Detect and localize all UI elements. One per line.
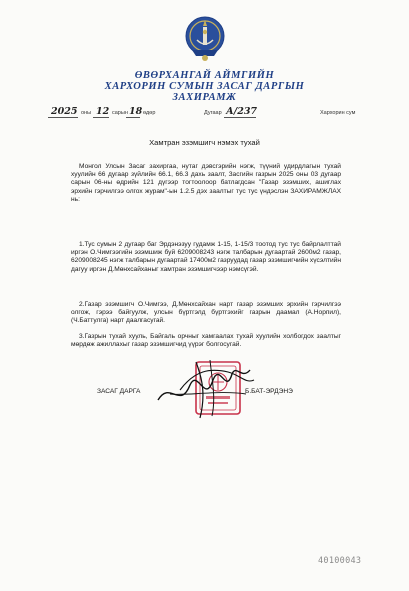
- document-title: Хамтран эзэмшигч нэмэх тухай: [149, 138, 260, 147]
- intro-text: Монгол Улсын Засаг захиргаа, нутаг дэвсгэрийн нэгж, түүний удирдлагын тухай хуулийн 66 дугаар зүйлийн 66.1, 66.3 дахь заалт, Засгийн газрын 2025 оны 03 дугаар сарын 06-ны өдрийн 121 дүгээр тогтоолоор батлагдсан "Газар эзэмших, ашиглах эрхийн гэрчилгээ олгох журам"-ын 1.2.5 дэх заалтыг тус тус үндэслэн ЗАХИРАМЖЛАХ нь:: [71, 163, 341, 203]
- document-stamp-number: 40100043: [318, 556, 362, 566]
- day-underline: [126, 117, 140, 118]
- number-underline: [224, 117, 256, 118]
- org-name-line-2: ХАРХОРИН СУМЫН ЗАСАГ ДАРГЫН: [104, 81, 305, 92]
- year-value: 2025: [51, 106, 78, 117]
- month-value: 12: [96, 106, 110, 117]
- state-emblem: [184, 12, 226, 64]
- item-2-text: 2.Газар эзэмшигч О.Чимгээ, Д.Мөнхсайхан нарт газар эзэмших эрхийн гэрчилгээ олгож, гэрээ байгуулж, улсын бүртгэлд бүртгэхийг газрын даамал (А.Норпил), (Ч.Баттулга) нарт даалгасугай.: [71, 301, 341, 325]
- place-label: Хархорин сум: [320, 110, 356, 116]
- intro-paragraph: [71, 163, 341, 204]
- signatory-title: ЗАСАГ ДАРГА: [97, 388, 141, 395]
- item-2: [71, 301, 341, 326]
- year-underline: [48, 117, 78, 118]
- item-3-text: 3.Газрын тухай хууль, Байгаль орчныг хамгаалах тухай хуулийн холбогдох заалтыг мөрдөж ажиллахыг газар эзэмшигчид үүрэг болгосугай.: [71, 333, 341, 349]
- day-label: өдөр: [143, 110, 156, 116]
- item-3: [71, 333, 341, 349]
- month-label: сарын: [112, 110, 128, 116]
- org-name-line-1: ӨВӨРХАНГАЙ АЙМГИЙН: [134, 70, 275, 81]
- document-number: А/237: [226, 106, 258, 117]
- signatory-name: Б.БАТ-ЭРДЭНЭ: [245, 388, 293, 395]
- item-1: [71, 241, 341, 274]
- document-type: ЗАХИРАМЖ: [172, 92, 237, 103]
- handwritten-signature: [150, 350, 260, 425]
- month-underline: [93, 117, 109, 118]
- day-value: 18: [129, 106, 143, 117]
- number-label: Дугаар: [204, 110, 222, 116]
- item-1-text: 1.Тус сумын 2 дугаар баг Эрдэнэзуу гудамж 1-15, 1-15/3 тоотод тус тус байрлалттай иргэн О.Чимгээгийн эзэмшиж буй 6209008243 нэгж талбарын дугаартай 2600м2 газар, 6209008245 нэгж талбарын дугаартай 17400м2 газруудад газар эзэмшигчийн хүсэлтийн дагуу иргэн Д.Мөнхсайханыг хамтран эзэмшигчээр нэмсүгэй.: [71, 241, 341, 273]
- year-label: оны: [81, 110, 92, 116]
